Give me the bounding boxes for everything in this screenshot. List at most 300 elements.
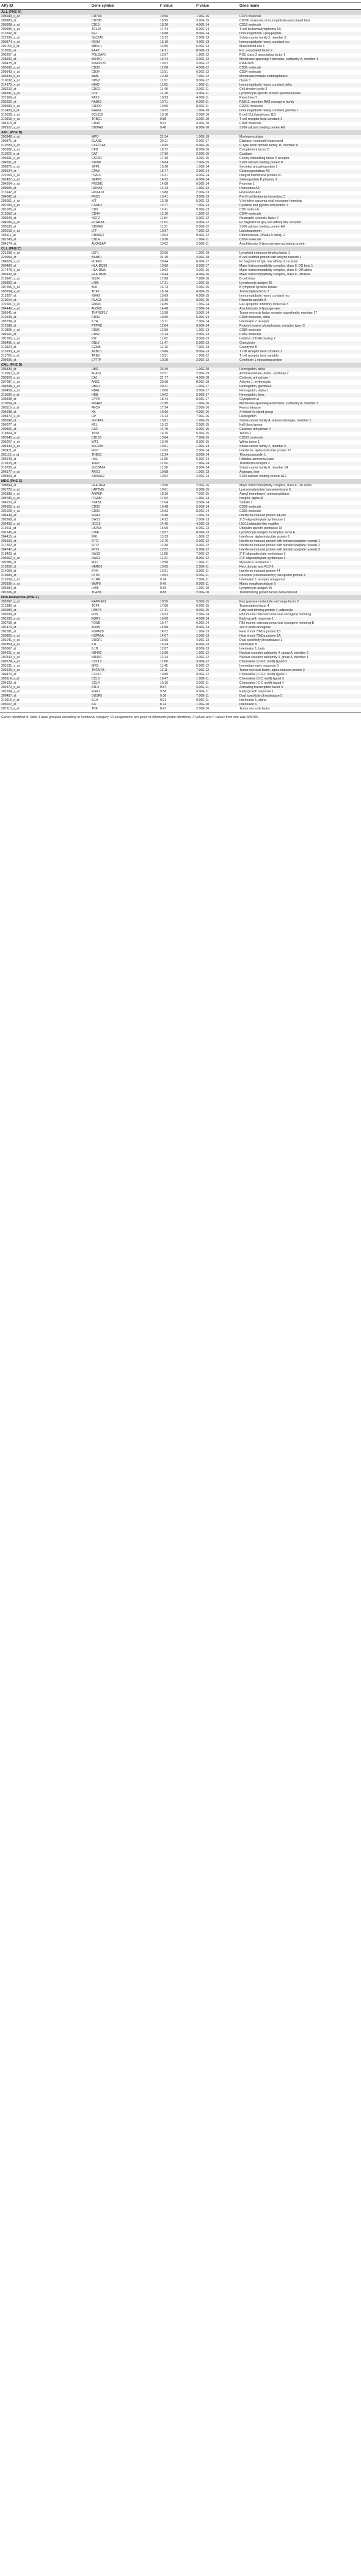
section-title: CLL (PHE C) [0, 246, 361, 251]
cell-p-value: 4.00E-13 [196, 638, 210, 642]
cell-gene-name: Stabilin 1 [239, 501, 253, 505]
table-row [0, 565, 361, 569]
cell-gene-symbol: IFIT1 [90, 539, 159, 544]
cell-affy-id: 210895_s_at [1, 328, 20, 332]
table-row [0, 40, 361, 45]
cell-gene-name: Secreted phosphoprotein 1 [239, 165, 278, 169]
cell-f-value: 10.71 [159, 100, 195, 105]
cell-gene-name: B-cell scaffold protein with ankyrin repeats 1 [238, 256, 361, 260]
cell-gene-name: Catalase [238, 152, 361, 157]
table-row [0, 217, 361, 221]
cell-affy-id: 203645_s_at [0, 436, 90, 440]
cell-gene-symbol: CA2 [90, 427, 159, 432]
cell-gene-name: Colony stimulating factor 3 receptor [239, 157, 290, 160]
cell-gene-symbol: BLNK [91, 277, 100, 281]
cell-f-value: 16.00 [159, 617, 195, 621]
cell-gene-name: Lymphocyte-specific protein tyrosine kinase [238, 92, 361, 96]
cell-affy-id: 204747_at [0, 548, 90, 552]
cell-affy-id: 206871_at [1, 139, 16, 143]
cell-p-value: 3.00E-13 [195, 195, 238, 199]
cell-affy-id: 201506_at [0, 591, 90, 595]
cell-f-value: 13.80 [160, 191, 169, 194]
cell-affy-id: 204446_s_at [0, 307, 90, 311]
table-body [0, 10, 361, 712]
cell-gene-symbol: CD38 [90, 66, 159, 70]
table-row [0, 238, 361, 242]
table-row [0, 470, 361, 475]
cell-f-value: 17.88 [160, 277, 169, 281]
cell-affy-id: 205114_s_at [0, 677, 90, 681]
table-row [0, 320, 361, 324]
cell-gene-name: Ubiquitin specific peptidase 18 [239, 527, 283, 530]
cell-f-value: 20.11 [160, 139, 168, 143]
cell-gene-name: Tumor necrosis factor, alpha-induced protein 3 [238, 668, 361, 673]
cell-f-value: 20.98 [160, 380, 169, 384]
cell-gene-name: CD14 molecule [238, 238, 361, 242]
cell-affy-id: 204621_s_at [0, 651, 90, 656]
cell-f-value: 11.54 [159, 462, 195, 466]
cell-gene-name: Glycophorin A [239, 398, 260, 401]
cell-p-value: 7.00E-12 [196, 552, 210, 556]
table-row [0, 673, 361, 677]
section-title: CML (PHE D) [0, 363, 361, 368]
table-row [0, 358, 361, 363]
cell-gene-symbol: ARG1 [90, 470, 159, 475]
cell-f-value: 13.01 [159, 445, 195, 449]
cell-f-value: 9.87 [159, 686, 195, 690]
cell-gene-name: ISG15 ubiquitin-like modifier [238, 522, 361, 527]
cell-f-value: 10.88 [159, 470, 195, 475]
cell-gene-name: FBJ murine osteosarcoma viral oncogene homolog [239, 613, 312, 616]
cell-gene-name: Heat shock 70kDa protein 1B [239, 630, 281, 634]
cell-f-value: 12.76 [159, 539, 195, 544]
table-row [0, 87, 361, 92]
cell-affy-id: 208894_at [1, 484, 16, 487]
cell-affy-id: 207655_s_at [1, 286, 20, 289]
cell-f-value: 17.62 [159, 497, 195, 501]
cell-p-value: 3.00E-15 [195, 600, 238, 604]
cell-gene-symbol: RTP4 [90, 574, 159, 578]
table-row [0, 32, 361, 36]
cell-affy-id: 208470_s_at [1, 415, 20, 418]
cell-gene-symbol: CD36 [90, 505, 159, 509]
cell-affy-id: 212592_at [0, 32, 90, 36]
cell-p-value: 2.00E-15 [196, 286, 210, 289]
table-row [0, 380, 361, 385]
cell-gene-symbol: HLA-DMA [91, 268, 106, 272]
cell-gene-name: Tumor necrosis factor [239, 707, 270, 711]
table-row [0, 698, 361, 703]
cell-gene-name: S100 calcium binding protein P [238, 161, 361, 165]
cell-affy-id: 201720_s_at [0, 488, 90, 492]
cell-affy-id: 210915_x_at [0, 117, 90, 122]
table-row [0, 497, 361, 501]
table-row [0, 462, 361, 466]
table-row [0, 488, 361, 492]
cell-gene-name: Lymphoid enhancer-binding factor 1 [239, 251, 290, 255]
cell-p-value: 1.00E-10 [195, 109, 238, 113]
section-header-row [0, 10, 361, 15]
cell-gene-name: Interferon-induced protein with tetratricopeptide repeats 1 [238, 539, 361, 544]
table-row [0, 70, 361, 75]
cell-f-value: 10.98 [160, 561, 169, 564]
cell-gene-symbol: PBX3 [90, 195, 159, 199]
cell-affy-id: 201743_at [0, 238, 90, 242]
cell-p-value: 2.00E-13 [195, 634, 238, 638]
cell-gene-name: S100 calcium binding protein A9 [239, 225, 285, 229]
cell-f-value: 19.90 [160, 484, 169, 487]
cell-p-value: 6.00E-13 [196, 45, 210, 48]
table-row [0, 268, 361, 273]
cell-affy-id: 203932_at [0, 273, 90, 277]
cell-affy-id: 210164_at [1, 346, 16, 349]
cell-gene-name: Granzyme B [239, 346, 257, 349]
cell-p-value: 3.00E-13 [196, 337, 210, 341]
cell-gene-name: Selenoprotein P, plasma, 1 [238, 178, 361, 182]
cell-f-value: 12.30 [159, 75, 195, 79]
cell-f-value: 10.86 [159, 350, 195, 354]
cell-gene-name: ELL associated factor 2 [238, 49, 361, 53]
cell-gene-symbol: HLA-DQB1 [90, 264, 159, 268]
cell-gene-symbol: CD79B [91, 19, 102, 23]
cell-f-value: 14.85 [160, 303, 169, 306]
cell-affy-id: 222206_s_at [1, 36, 20, 40]
cell-f-value: 16.84 [159, 161, 195, 165]
cell-gene-symbol: HOXA10 [91, 191, 104, 194]
cell-gene-name: Ankyrin 1, erythrocytic [239, 380, 271, 384]
cell-gene-name: 2',5'-oligoadenylate synthetase 1 [239, 518, 286, 522]
cell-gene-symbol: LTF [90, 229, 159, 234]
cell-f-value: 22.51 [160, 372, 169, 376]
table-row [0, 664, 361, 668]
cell-p-value: 2.00E-13 [196, 518, 210, 522]
cell-gene-symbol: MME [90, 75, 159, 79]
cell-gene-symbol: HBB [90, 393, 159, 398]
cell-affy-id: 206111_at [1, 234, 16, 237]
cell-f-value: 9.01 [160, 698, 167, 702]
cell-gene-symbol: CD200 [91, 105, 101, 108]
cell-affy-id: 201028_s_at [1, 509, 20, 513]
cell-affy-id: 206983_at [1, 19, 16, 23]
cell-gene-symbol: TCF4 [91, 604, 100, 608]
table-row [0, 647, 361, 651]
cell-f-value: 14.00 [160, 527, 169, 530]
cell-gene-name: Lymphocyte antigen 86 [238, 281, 361, 286]
cell-affy-id: 205382_s_at [1, 148, 20, 152]
cell-gene-symbol: IL6 [90, 703, 159, 707]
cell-affy-id: 207087_x_at [1, 380, 20, 384]
cell-p-value: 2.00E-12 [195, 57, 238, 62]
cell-f-value: 16.53 [160, 613, 169, 616]
cell-gene-name: Interleukin 1, alpha [239, 698, 266, 702]
cell-gene-symbol: EGR1 [91, 690, 100, 694]
cell-p-value: 1.00E-14 [196, 303, 210, 306]
cell-gene-symbol: CSRP2 [90, 204, 159, 208]
cell-affy-id: 202859_x_at [0, 643, 90, 647]
cell-affy-id: 209457_at [0, 694, 90, 698]
cell-f-value: 14.21 [159, 49, 195, 53]
cell-p-value: 8.00E-13 [195, 531, 238, 535]
table-row [0, 62, 361, 66]
cell-gene-name: Early growth response 1 [239, 690, 274, 694]
cell-p-value: 4.00E-15 [196, 157, 210, 160]
cell-gene-name: Interferon-induced protein 44-like [238, 514, 361, 518]
table-row [0, 199, 361, 204]
cell-gene-symbol: TRBV [91, 354, 100, 358]
table-row [0, 677, 361, 681]
cell-f-value: 18.44 [160, 398, 169, 401]
cell-gene-name: Jun B proto-oncogene [238, 626, 361, 630]
cell-gene-symbol: S100A9 [91, 225, 103, 229]
cell-p-value: 2.00E-12 [196, 656, 210, 659]
cell-affy-id: 209949_at [1, 217, 16, 220]
cell-gene-symbol: PTPRC [90, 324, 159, 328]
table-row [0, 514, 361, 518]
cell-p-value: 9.00E-17 [195, 264, 238, 268]
cell-p-value: 9.00E-14 [195, 32, 238, 36]
cell-gene-symbol: CCL4 [91, 681, 100, 685]
cell-p-value: 5.00E-16 [195, 144, 238, 148]
cell-p-value: 2.00E-10 [196, 707, 210, 711]
cell-p-value: 1.00E-17 [195, 385, 238, 389]
table-row [0, 415, 361, 419]
table-row [0, 229, 361, 234]
table-row [0, 389, 361, 393]
cell-gene-name: Solute carrier family 2, member 5 [238, 445, 361, 449]
cell-gene-symbol: IGHD [90, 83, 159, 87]
cell-p-value: 5.00E-12 [195, 548, 238, 552]
cell-f-value: 15.77 [159, 169, 195, 174]
cell-gene-name: CD36 molecule [238, 505, 361, 509]
cell-gene-symbol: IFI44L [90, 514, 159, 518]
cell-gene-symbol: LCK [90, 92, 159, 96]
cell-affy-id: 204661_at [0, 333, 90, 337]
cell-gene-name: CD44 molecule [238, 212, 361, 217]
table-row [0, 350, 361, 354]
cell-gene-symbol: TNFAIP3 [90, 668, 159, 673]
cell-f-value: 14.92 [160, 518, 169, 522]
cell-gene-name: Matrix metallopeptidase 9 [238, 582, 361, 587]
cell-gene-symbol: ANK1 [91, 380, 100, 384]
cell-f-value: 13.97 [160, 53, 169, 57]
cell-f-value: 21.10 [159, 256, 195, 260]
cell-gene-symbol: IGHM [91, 294, 100, 298]
cell-gene-name: RAB13, member RAS oncogene family [238, 100, 361, 105]
cell-f-value: 15.93 [160, 509, 169, 513]
cell-f-value: 11.47 [159, 341, 195, 346]
cell-gene-name: T cell receptor beta variable [239, 354, 279, 358]
cell-gene-symbol: CCL3 [90, 677, 159, 681]
table-row [0, 466, 361, 470]
cell-f-value: 17.21 [159, 281, 195, 286]
table-row [0, 591, 361, 595]
cell-f-value: 11.11 [159, 668, 195, 673]
cell-f-value: 10.55 [160, 105, 169, 108]
cell-p-value: 2.00E-10 [195, 591, 238, 595]
cell-gene-name: Immunoglobulin heavy constant gamma 1 [238, 109, 361, 113]
cell-gene-name: Fatty acid binding protein 4, adipocyte [238, 609, 361, 613]
cell-p-value: 1.00E-18 [195, 135, 238, 139]
cell-p-value: 1.00E-19 [196, 251, 210, 255]
cell-gene-symbol: NR4A2 [90, 651, 159, 656]
cell-f-value: 17.24 [160, 406, 169, 410]
cell-f-value: 23.40 [159, 368, 195, 372]
cell-affy-id: 206641_at [1, 311, 16, 315]
cell-gene-symbol: ALAS2 [91, 372, 101, 376]
cell-affy-id: 202252_at [0, 100, 90, 105]
cell-f-value: 10.10 [160, 113, 169, 117]
header-f-value: F value [159, 3, 195, 10]
section-header-row [0, 363, 361, 368]
cell-f-value: 19.45 [159, 144, 195, 148]
cell-p-value: 1.00E-11 [196, 561, 209, 564]
cell-affy-id: 203116_s_at [1, 406, 20, 410]
cell-affy-id: 214973_x_at [0, 83, 90, 87]
cell-f-value: 11.84 [160, 217, 168, 220]
cell-gene-name: Transferrin receptor 2 [238, 462, 361, 466]
cell-gene-symbol: ID2 [91, 337, 97, 341]
cell-p-value: 1.00E-12 [195, 212, 238, 217]
cell-affy-id: 219528_s_at [1, 113, 20, 117]
cell-affy-id: 219032_x_at [1, 79, 20, 83]
cell-f-value: 12.63 [160, 449, 169, 453]
cell-gene-name: Fc fragment of IgE, low affinity II, receptor [239, 260, 298, 264]
cell-p-value: 4.00E-14 [195, 617, 238, 621]
cell-affy-id: 205838_at [1, 398, 16, 401]
cell-gene-name: Transcription factor 7 [238, 290, 361, 294]
cell-gene-symbol: TFR2 [90, 462, 159, 466]
cell-affy-id: 201565_s_at [1, 337, 20, 341]
cell-p-value: 2.00E-17 [196, 139, 210, 143]
cell-f-value: 20.44 [160, 260, 169, 264]
table-row [0, 36, 361, 40]
cell-affy-id: 211560_s_at [1, 372, 20, 376]
cell-gene-symbol: LAPTM5 [90, 488, 159, 492]
section-header-row [0, 130, 361, 135]
table-row [0, 694, 361, 698]
cell-p-value: 1.00E-20 [195, 368, 238, 372]
cell-p-value: 2.00E-14 [195, 307, 238, 311]
cell-affy-id: 200800_s_at [0, 634, 90, 638]
cell-gene-name: KIAA0125 [239, 62, 254, 65]
table-row [0, 298, 361, 303]
cell-f-value: 11.90 [160, 457, 168, 461]
cell-p-value: 6.00E-15 [196, 604, 210, 608]
table-row [0, 668, 361, 673]
cell-f-value: 14.52 [160, 630, 169, 634]
table-row [0, 656, 361, 660]
cell-p-value: 9.00E-11 [195, 582, 238, 587]
cell-gene-symbol: BANK1 [90, 256, 159, 260]
cell-gene-name: Lysosomal protein transmembrane 5 [238, 488, 361, 492]
gene-table [0, 2, 361, 711]
cell-p-value: 2.00E-16 [196, 406, 210, 410]
table-row [0, 393, 361, 398]
cell-affy-id: 211696_x_at [0, 393, 90, 398]
cell-f-value: 11.80 [159, 660, 195, 664]
cell-affy-id: 214059_at [1, 569, 16, 573]
cell-affy-id: 204103_at [1, 681, 16, 685]
cell-f-value: 17.04 [160, 501, 169, 505]
table-row [0, 681, 361, 686]
cell-p-value: 9.00E-12 [196, 79, 210, 83]
cell-affy-id: 211430_s_at [0, 109, 90, 113]
table-row [0, 600, 361, 604]
table-row [0, 66, 361, 70]
cell-affy-id: 209458_x_at [1, 389, 20, 393]
cell-affy-id: 211796_s_at [1, 354, 20, 358]
cell-f-value: 8.74 [159, 703, 195, 707]
cell-gene-symbol: OAS1 [91, 518, 100, 522]
table-row [0, 449, 361, 453]
table-row [0, 294, 361, 298]
cell-gene-symbol: GZMB [91, 346, 101, 349]
table-row [0, 182, 361, 187]
header-gene-symbol: Gene symbol [90, 3, 159, 10]
cell-p-value: 1.00E-12 [196, 53, 210, 57]
cell-gene-name: Dual specificity phosphatase 1 [239, 638, 283, 642]
table-row [0, 621, 361, 626]
table-row [0, 535, 361, 539]
cell-p-value: 7.00E-15 [195, 436, 238, 440]
cell-gene-name: V-kit feline sarcoma viral oncogene homolog [239, 199, 302, 203]
cell-affy-id: 205051_s_at [1, 199, 20, 203]
table-row [0, 260, 361, 264]
cell-p-value: 2.00E-13 [195, 333, 238, 337]
table-row [0, 165, 361, 169]
table-row [0, 169, 361, 174]
cell-p-value: 5.00E-12 [196, 225, 210, 229]
cell-p-value: 4.00E-10 [196, 122, 210, 125]
cell-affy-id: 209995_s_at [1, 28, 20, 31]
cell-f-value: 17.44 [160, 28, 169, 31]
cell-gene-name: Thrombospondin 1 [238, 453, 361, 457]
cell-affy-id: 206834_at [0, 368, 90, 372]
cell-gene-name: Interleukin 1, beta [239, 647, 265, 651]
cell-p-value: 5.00E-12 [196, 664, 210, 668]
cell-p-value: 9.00E-12 [196, 234, 210, 237]
cell-f-value: 9.88 [159, 117, 195, 122]
cell-gene-name: Placenta-specific 8 [238, 298, 361, 303]
cell-p-value: 2.00E-13 [196, 475, 210, 478]
cell-gene-symbol: IL1A [91, 698, 98, 702]
table-row [0, 527, 361, 531]
cell-f-value: 18.20 [159, 23, 195, 28]
table-row [0, 569, 361, 574]
table-row [0, 212, 361, 217]
cell-f-value: 15.69 [160, 294, 169, 298]
cell-p-value: 1.00E-14 [195, 445, 238, 449]
cell-affy-id: 219211_at [1, 527, 16, 530]
cell-gene-name: 2'-5'-oligoadenylate synthetase 3 [239, 552, 286, 556]
cell-affy-id: 203097_s_at [0, 600, 90, 604]
cell-gene-name: POU class 2 associating factor 1 [239, 53, 285, 57]
header-gene-name: Gene name [238, 3, 361, 10]
cell-gene-symbol: FCER2 [91, 260, 102, 264]
cell-f-value: 13.57 [159, 531, 195, 535]
cell-p-value: 3.00E-12 [196, 544, 210, 547]
cell-f-value: 21.77 [159, 376, 195, 380]
cell-gene-symbol: KEL [91, 423, 98, 427]
cell-affy-id: 201153_s_at [1, 45, 20, 48]
cell-f-value: 10.63 [160, 234, 169, 237]
table-row [0, 552, 361, 557]
table-row [0, 281, 361, 286]
cell-gene-symbol: THBS1 [90, 453, 159, 457]
cell-p-value: 2.00E-11 [195, 565, 238, 569]
cell-p-value: 1.00E-11 [195, 238, 238, 242]
cell-gene-symbol: HSPA1B [91, 630, 104, 634]
